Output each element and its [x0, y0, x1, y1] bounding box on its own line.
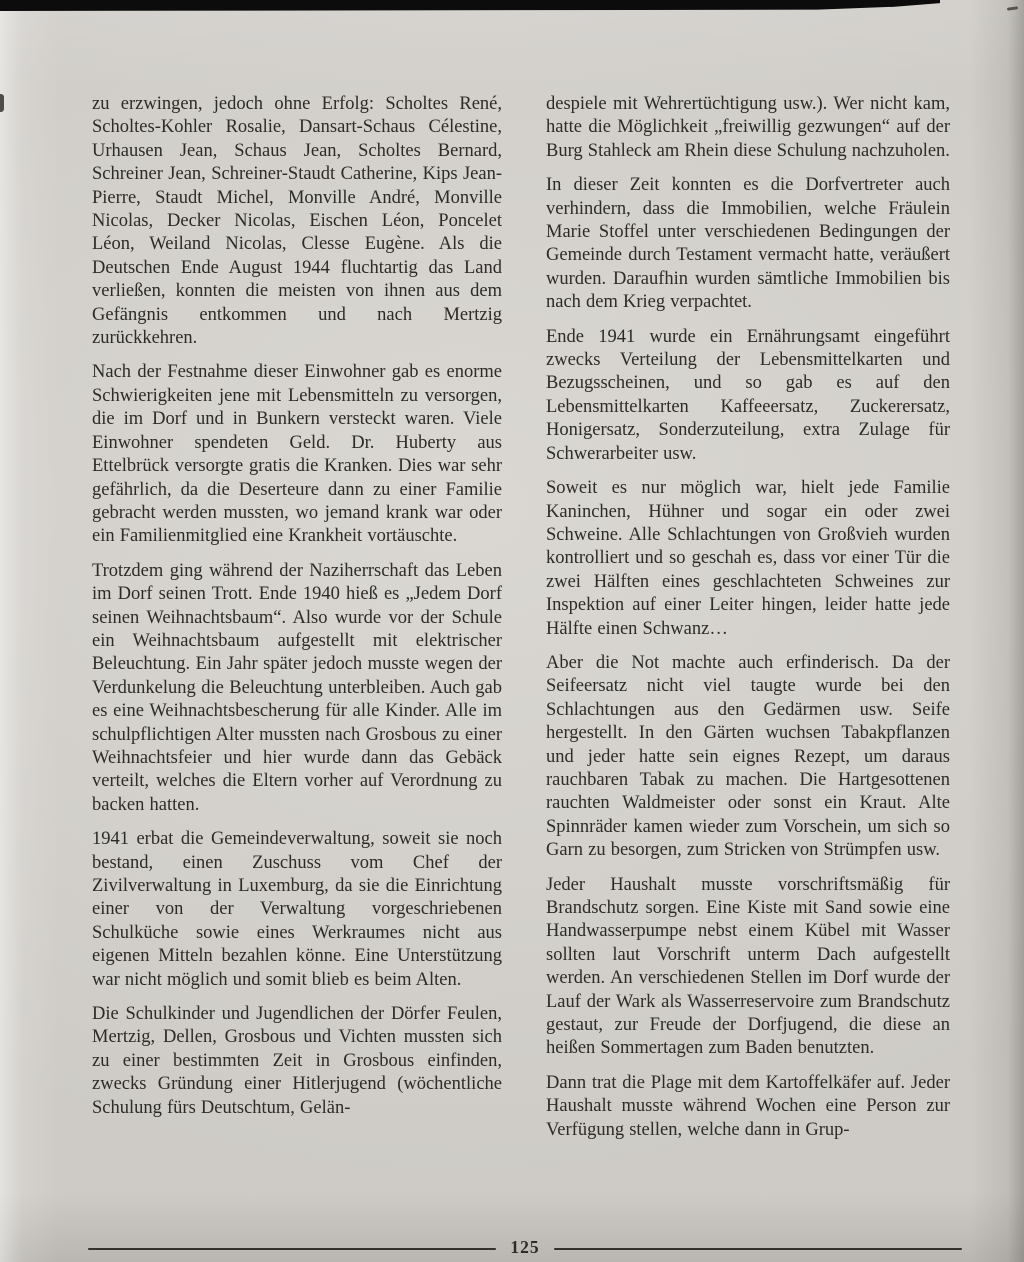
page-number: 125 [510, 1237, 540, 1257]
paragraph: Nach der Festnahme dieser Einwohner gab es enorme Schwierigkeiten jene mit Lebensmitteln zu versorgen, die im Dorf und in Bunkern versteckt waren. Viele Einwohner spendeten Geld. Dr. Huberty aus Ettelbrück versorgte gratis die Kranken. Dies war sehr gefährlich, da die Deserteure dann zu einer Familie gebracht werden mussten, wo jemand krank war oder ein Familienmitglied eine Krankheit vortäuschte. [92, 362, 502, 547]
paragraph: Ende 1941 wurde ein Ernährungsamt eingeführt zwecks Verteilung der Lebensmittelkarten und Bezugsscheinen, und so gab es auf den Lebensmittelkarten Kaffeeersatz, Zuckerersatz, Honigersatz, Sonderzuteilung, extra Zulage für Schwerarbeiter usw. [546, 326, 950, 464]
paragraph: 1941 erbat die Gemeindeverwaltung, soweit sie noch bestand, einen Zuschuss vom Chef der Zivilverwaltung in Luxemburg, da sie die Einrichtung einer von der Verwaltung vorgeschriebenen Schulküche sowie eines Werkraumes nicht aus eigenen Mitteln bezahlen könne. Eine Unterstützung war nicht möglich und somit blieb es beim Alten. [92, 829, 502, 990]
left-column [92, 93, 502, 1142]
footer-rule-right [554, 1248, 962, 1250]
paragraph: Jeder Haushalt musste vorschriftsmäßig für Brandschutz sorgen. Eine Kiste mit Sand sowie eine Handwasserpumpe nebst einem Kübel mit Wasser sollten laut Vorschrift unterm Dach aufgestellt werden. An verschiedenen Stellen im Dorf wurde der Lauf der Wark als Wasserreservoire zum Brandschutz gestaut, zur Freude der Dorfjugend, die diese an heißen Sommertagen zum Baden benutzten. [546, 874, 950, 1059]
paragraph: In dieser Zeit konnten es die Dorfvertreter auch verhindern, dass die Immobilien, welche Fräulein Marie Stoffel unter verschiedenen Bedingungen der Gemeinde durch Testament vermacht hatte, veräußert wurden. Daraufhin wurden sämtliche Immobilien bis nach dem Krieg verpachtet. [546, 175, 950, 313]
scan-speck [1007, 6, 1018, 11]
text-columns [92, 93, 950, 1142]
paragraph: Trotzdem ging während der Naziherrschaft das Leben im Dorf seinen Trott. Ende 1940 hieß es „Jedem Dorf seinen Weihnachtsbaum“. Also wurde vor der Schule ein Weihnachtsbaum aufgestellt mit elektrischer Beleuchtung. Ein Jahr später jedoch musste wegen der Verdunkelung die Beleuchtung unterbleiben. Auch gab es eine Weihnachtsbescherung für alle Kinder. Alle im schulpflichtigen Alter mussten nach Grosbous zu einer Weihnachtsfeier und hier wurde dann das Gebäck verteilt, welches die Eltern vorher auf Verordnung zu backen hatten. [92, 560, 502, 815]
paragraph: despiele mit Wehrertüchtigung usw.). Wer nicht kam, hatte die Möglichkeit „freiwillig gezwungen“ auf der Burg Stahleck am Rhein diese Schulung nachzuholen. [546, 94, 950, 161]
page-footer [88, 1239, 962, 1259]
scan-edge-bar [0, 0, 940, 11]
paragraph: zu erzwingen, jedoch ohne Erfolg: Scholtes René, Scholtes-Kohler Rosalie, Dansart-Schaus Célestine, Urhausen Jean, Schaus Jean, Scholtes Bernard, Schreiner Jean, Schreiner-Staudt Catherine, Kips Jean-Pierre, Staudt Michel, Monville André, Monville Nicolas, Decker Nicolas, Eischen Léon, Poncelet Léon, Weiland Nicolas, Clesse Eugène. Als die Deutschen Ende August 1944 fluchtartig das Land verließen, konnten die meisten von ihnen aus dem Gefängnis entkommen und nach Mertzig zurückkehren. [92, 94, 502, 349]
paragraph: Die Schulkinder und Jugendlichen der Dörfer Feulen, Mertzig, Dellen, Grosbous und Vichten mussten sich zu einer bestimmten Zeit in Grosbous einfinden, zwecks Gründung einer Hitlerjugend (wöchentliche Schulung fürs Deutschtum, Gelän- [92, 1004, 502, 1118]
paragraph: Aber die Not machte auch erfinderisch. Da der Seifeersatz nicht viel taugte wurde bei den Schlachtungen aus den Gedärmen usw. Seife hergestellt. In den Gärten wuchsen Tabakpflanzen und jeder hatte sein eignes Rezept, um daraus rauchbaren Tabak zu machen. Die Hartgesottenen rauchten Waldmeister oder sonst ein Kraut. Alte Spinnräder kamen wieder zum Vorschein, um sich so Garn zu besorgen, zum Stricken von Strümpfen usw. [546, 652, 950, 861]
right-column [546, 93, 950, 1142]
paragraph: Soweit es nur möglich war, hielt jede Familie Kaninchen, Hühner und sogar ein oder zwei Schweine. Alle Schlachtungen von Großvieh wurden kontrolliert und so geschah es, dass vor einer Tür die zwei Hälften eines geschlachteten Schweines zur Inspektion auf einer Leiter hingen, leider hatte jede Hälfte einen Schwanz… [546, 478, 950, 639]
footer-rule-left [88, 1248, 496, 1250]
paragraph: Dann trat die Plage mit dem Kartoffelkäfer auf. Jeder Haushalt musste während Wochen eine Person zur Verfügung stellen, welche dann in Grup- [546, 1072, 950, 1140]
scan-edge-mark [0, 94, 4, 112]
